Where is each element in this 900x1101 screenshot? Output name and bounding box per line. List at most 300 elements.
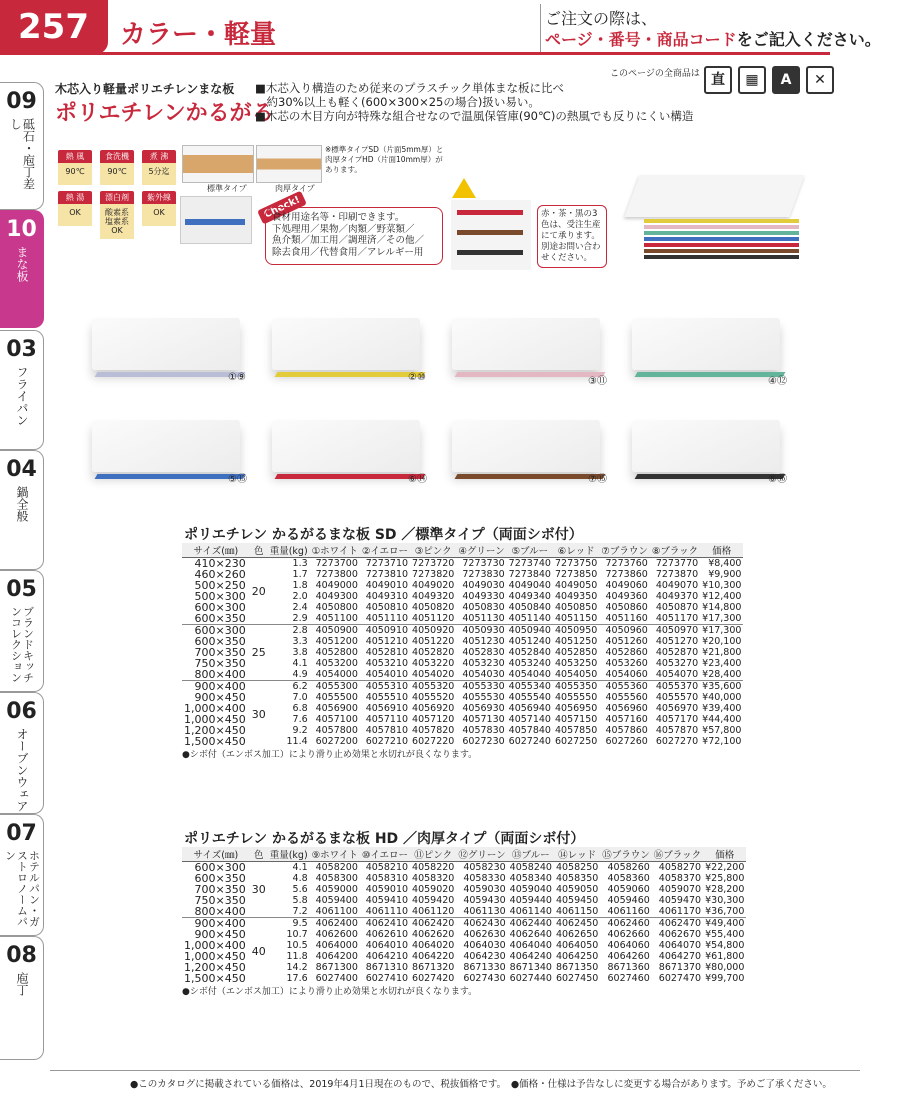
price-cell: ¥8,400 — [708, 558, 742, 569]
weight-cell: 2.9 — [292, 613, 308, 624]
product-code-cell: 4059430 — [463, 895, 506, 906]
product-code-cell: 4062610 — [365, 929, 409, 940]
heat-badge: 熱 湯 OK — [58, 191, 92, 239]
product-code-cell: 4058350 — [555, 873, 599, 884]
size-cell: 460×260 — [194, 568, 246, 581]
side-tab-label: オーブンウェア — [15, 728, 29, 812]
product-code-cell: 4057850 — [554, 725, 598, 736]
hd-h-color-7: ⑮ブラウン — [600, 847, 652, 862]
price-cell: ¥14,800 — [702, 602, 742, 613]
product-code-cell: 6027260 — [605, 736, 648, 747]
price-cell: ¥40,000 — [702, 692, 742, 703]
product-code-cell: 4049360 — [605, 591, 648, 602]
sd-h-color-5: ⑤ブルー — [507, 543, 553, 558]
product-code-cell: 4052800 — [315, 647, 358, 658]
product-code-cell: 4056930 — [462, 703, 505, 714]
side-tab-num: 05 — [6, 577, 37, 602]
cross-section-note: ※標準タイプSD（片面5mm厚）と肉厚タイプHD（片面10mm厚）があります。 — [325, 145, 444, 174]
product-code-cell: 4061160 — [607, 906, 650, 917]
product-code-cell: 4058220 — [412, 862, 455, 873]
weight-cell: 4.1 — [292, 862, 308, 873]
side-tab-08[interactable] — [0, 936, 44, 1060]
table-row — [182, 681, 743, 693]
product-code-cell: 7273850 — [554, 569, 598, 580]
product-code-cell: 4054040 — [508, 669, 551, 680]
product-code-cell: 8671350 — [555, 962, 599, 973]
sd-table-title: ポリエチレン かるがるまな板 SD ／標準タイプ（両面シボ付） — [184, 527, 583, 543]
product-code-cell: 6027470 — [658, 973, 702, 984]
sd-h-color-1: ①ホワイト — [310, 543, 360, 558]
side-tab-num: 04 — [6, 457, 37, 482]
product-code-cell: 4056910 — [365, 703, 409, 714]
side-tab-09[interactable] — [0, 82, 44, 210]
product-code-cell: 4049330 — [462, 591, 505, 602]
sd-header-row — [182, 543, 743, 558]
product-code-cell: 4059410 — [365, 895, 409, 906]
product-code-cell: 4061130 — [463, 906, 506, 917]
product-code-cell: 4062450 — [555, 918, 599, 929]
product-code-cell: 4062410 — [360, 918, 410, 930]
weight-cell: 7.6 — [292, 714, 308, 725]
product-code-cell: 4055540 — [508, 692, 551, 703]
header-divider — [540, 4, 541, 52]
board-photo-3 — [452, 318, 600, 370]
sd-h-color-7: ⑦ブラウン — [599, 543, 650, 558]
product-code-cell: 6027230 — [462, 736, 505, 747]
product-code-cell: 4049070 — [655, 580, 699, 591]
product-code-cell: 4057800 — [315, 725, 358, 736]
product-code-cell: 4058300 — [315, 873, 358, 884]
weight-cell: 6.2 — [268, 681, 310, 693]
product-code-cell: 4050940 — [508, 625, 551, 636]
product-code-cell: 8671360 — [607, 962, 650, 973]
weight-cell: 9.5 — [268, 918, 310, 930]
hd-note: ●シボ付（エンボス加工）により滑り止め効果と水切れが良くなります。 — [182, 987, 478, 997]
product-code-cell: 4062650 — [555, 929, 599, 940]
size-cell: 1,000×400 — [184, 702, 246, 715]
product-code-cell: 4061140 — [509, 906, 552, 917]
size-cell: 600×300 — [182, 625, 250, 637]
stacked-boards-image — [632, 175, 802, 267]
product-code-cell: 4057150 — [554, 714, 598, 725]
product-code-cell: 4062420 — [412, 918, 455, 929]
weight-cell: 2.8 — [268, 625, 310, 637]
feature-line: 約30%以上も軽く(600×300×25の場合)扱い易い。 — [255, 95, 540, 109]
product-code-cell: 4062470 — [652, 918, 703, 930]
page-number: 257 — [0, 0, 108, 54]
product-code-cell: 4050960 — [599, 625, 650, 637]
product-code-cell: 4053210 — [365, 658, 409, 669]
side-tab-06[interactable] — [0, 692, 44, 814]
product-code-cell: 4059400 — [315, 895, 358, 906]
feature-line: ■木芯入り構造のため従来のプラスチック単体まな板に比べ — [255, 81, 564, 95]
board-photo-1 — [92, 318, 240, 370]
hd-table-title: ポリエチレン かるがるまな板 HD ／肉厚タイプ（両面シボ付） — [184, 831, 585, 847]
hd-header-row — [182, 847, 746, 862]
product-code-cell: 4051160 — [605, 613, 648, 624]
product-code-cell: 8671330 — [463, 962, 506, 973]
sample-black — [457, 250, 523, 255]
size-cell: 700×350 — [194, 883, 246, 896]
product-code-cell: 4051170 — [655, 613, 699, 624]
product-code-cell: 4064240 — [509, 951, 552, 962]
product-code-cell: 4064210 — [365, 951, 409, 962]
sd-table-wrap — [182, 543, 743, 760]
product-code-cell: 4054010 — [365, 669, 409, 680]
product-code-cell: 4064020 — [412, 940, 455, 951]
hd-h-price: 価格 — [703, 847, 746, 862]
product-code-cell: 4057860 — [605, 725, 648, 736]
product-code-cell: 7273750 — [554, 558, 598, 569]
sample-brown — [457, 230, 523, 235]
hd-h-color-8: ⑯ブラック — [652, 847, 703, 862]
product-code-cell: 7273820 — [412, 569, 455, 580]
heat-badge: 漂白剤 酸素系 塩素系 OK — [100, 191, 134, 239]
sd-note: ●シボ付（エンボス加工）により滑り止め効果と水切れが良くなります。 — [182, 750, 478, 760]
product-code-cell: 4061170 — [658, 906, 702, 917]
product-code-cell: 4049060 — [605, 580, 648, 591]
board-caption: ④⑫ — [768, 376, 787, 387]
size-cell: 800×400 — [194, 905, 246, 918]
product-code-cell: 4050930 — [456, 625, 506, 637]
product-code-cell: 4049050 — [554, 580, 598, 591]
product-code-cell: 6027240 — [508, 736, 551, 747]
heat-badge: 煮 沸 5分迄 — [142, 150, 176, 185]
product-code-cell: 4057810 — [365, 725, 409, 736]
hd-h-color: 色 — [250, 847, 268, 862]
product-code-cell: 4050810 — [365, 602, 409, 613]
product-code-cell: 4050920 — [412, 625, 455, 636]
size-cell: 410×230 — [194, 557, 246, 570]
product-code-cell: 4050800 — [315, 602, 358, 613]
nameprint-icon: A — [772, 66, 800, 94]
product-code-cell: 7273710 — [365, 558, 409, 569]
product-code-cell: 4054050 — [554, 669, 598, 680]
hd-h-size: サイズ(㎜) — [182, 847, 250, 862]
product-code-cell: 7273740 — [508, 558, 551, 569]
sd-h-color-4: ④グリーン — [456, 543, 506, 558]
table-row — [182, 558, 743, 570]
product-code-cell: 4055340 — [508, 681, 551, 692]
hd-table-wrap — [182, 847, 746, 997]
size-cell: 800×400 — [194, 668, 246, 681]
sd-h-size: サイズ(㎜) — [182, 543, 250, 558]
board-stack-layer — [644, 255, 799, 259]
product-code-cell: 4058370 — [658, 873, 702, 884]
print-band — [185, 219, 245, 225]
product-code-cell: 4064230 — [463, 951, 506, 962]
product-code-cell: 4052850 — [554, 647, 598, 658]
price-cell: ¥55,400 — [705, 929, 745, 940]
sd-h-color-3: ③ピンク — [410, 543, 456, 558]
size-cell: 600×350 — [194, 635, 246, 648]
product-code-cell: 4061110 — [365, 906, 409, 917]
warning-icon — [452, 178, 476, 198]
weight-cell: 4.1 — [292, 658, 308, 669]
side-tab-10[interactable] — [0, 210, 44, 328]
heat-resistance-grid — [58, 150, 176, 239]
product-code-cell: 4058270 — [658, 862, 702, 873]
footer-note: ●このカタログに掲載されている価格は、2019年4月1日現在のもので、税抜価格です。 ●価格・仕様は予告なしに変更する場合があります。予めご了承ください。 — [130, 1079, 832, 1090]
board-photo-4 — [632, 318, 780, 370]
product-code-cell: 4055530 — [462, 692, 505, 703]
product-code-cell: 4052870 — [655, 647, 699, 658]
product-code-cell: 4051230 — [462, 636, 505, 647]
board-caption: ⑤⑬ — [228, 474, 247, 485]
hd-h-color-1: ⑨ホワイト — [310, 847, 360, 862]
product-code-cell: 4059450 — [555, 895, 599, 906]
product-code-cell: 4062640 — [509, 929, 552, 940]
product-code-cell: 4062460 — [600, 918, 652, 930]
price-cell: ¥99,700 — [705, 973, 745, 984]
sd-h-color-2: ②イエロー — [360, 543, 410, 558]
product-code-cell: 4059020 — [412, 884, 455, 895]
product-code-cell: 4057830 — [462, 725, 505, 736]
side-tab-07[interactable] — [0, 814, 44, 936]
product-code-cell: 4051140 — [508, 613, 551, 624]
weight-cell: 10.7 — [286, 929, 308, 940]
product-code-cell: 4055350 — [554, 681, 598, 692]
product-code-cell: 4064070 — [658, 940, 702, 951]
product-code-cell: 8671370 — [658, 962, 702, 973]
size-cell: 1,500×450 — [184, 735, 246, 748]
side-tab-num: 06 — [6, 699, 37, 724]
product-code-cell: 4050860 — [605, 602, 648, 613]
side-tab-label: 鍋全般 — [15, 486, 29, 522]
product-code-cell: 4049040 — [508, 580, 551, 591]
size-cell: 500×250 — [194, 579, 246, 592]
product-code-cell: 6027270 — [655, 736, 699, 747]
product-code-cell: 4053240 — [508, 658, 551, 669]
product-code-cell: 4058340 — [509, 873, 552, 884]
product-code-cell: 6027220 — [412, 736, 455, 747]
size-cell: 750×350 — [194, 657, 246, 670]
product-code-cell: 8671310 — [365, 962, 409, 973]
size-cell: 1,200×450 — [184, 724, 246, 737]
product-code-cell: 4055550 — [554, 692, 598, 703]
board-stack-layer — [644, 225, 799, 229]
product-code-cell: 4057840 — [508, 725, 551, 736]
price-cell: ¥28,200 — [705, 884, 745, 895]
order-note-rest: をご記入ください。 — [736, 30, 881, 49]
side-tab-num: 10 — [6, 217, 37, 242]
header-rule — [0, 52, 830, 55]
side-tab-label: 庖丁 — [15, 972, 29, 996]
product-code-cell: 4051100 — [315, 613, 358, 624]
price-cell: ¥17,300 — [702, 625, 742, 636]
product-code-cell: 4054060 — [605, 669, 648, 680]
product-code-cell: 4049300 — [315, 591, 358, 602]
store-icon: ▦ — [738, 66, 766, 94]
heat-badge: 紫外線 OK — [142, 191, 176, 239]
price-cell: ¥25,800 — [705, 873, 745, 884]
product-code-cell: 4058210 — [365, 862, 409, 873]
product-code-cell: 4053230 — [462, 658, 505, 669]
price-cell: ¥36,700 — [705, 906, 745, 917]
side-tab-label: ホテルパン・ガストロノームパン — [3, 850, 41, 927]
product-code-cell: 7273870 — [655, 569, 699, 580]
product-code-cell: 4049370 — [655, 591, 699, 602]
weight-cell: 4.9 — [292, 669, 308, 680]
size-cell: 700×350 — [194, 646, 246, 659]
product-code-cell: 4053250 — [554, 658, 598, 669]
thickness-cell: 40 — [250, 918, 268, 985]
price-cell: ¥72,100 — [702, 736, 742, 747]
product-code-cell: 6027200 — [315, 736, 358, 747]
price-cell: ¥21,800 — [702, 647, 742, 658]
weight-cell: 11.4 — [286, 736, 308, 747]
product-code-cell: 4059000 — [315, 884, 358, 895]
product-code-cell: 4053260 — [605, 658, 648, 669]
product-code-cell: 4052810 — [365, 647, 409, 658]
side-tab-04[interactable] — [0, 450, 44, 570]
sd-h-color-6: ⑥レッド — [553, 543, 599, 558]
product-code-cell: 4050830 — [462, 602, 505, 613]
product-code-cell: 4058360 — [607, 873, 650, 884]
board-top — [624, 175, 804, 217]
product-code-cell: 6027420 — [412, 973, 455, 984]
product-code-cell: 4051270 — [655, 636, 699, 647]
hd-spec-table — [182, 847, 746, 984]
board-caption: ⑦⑮ — [588, 474, 607, 485]
product-code-cell: 4051240 — [508, 636, 551, 647]
product-code-cell: 6027450 — [555, 973, 599, 984]
product-code-cell: 4055320 — [412, 681, 455, 692]
product-code-cell: 7273840 — [508, 569, 551, 580]
product-code-cell: 4064200 — [315, 951, 358, 962]
board-caption: ⑧⑯ — [768, 474, 787, 485]
product-code-cell: 4050870 — [655, 602, 699, 613]
board-caption: ①⑨ — [228, 372, 246, 383]
hd-h-weight: 重量(kg) — [268, 847, 310, 862]
product-code-cell: 4053200 — [315, 658, 358, 669]
sd-h-weight: 重量(kg) — [268, 543, 310, 558]
product-code-cell: 8671320 — [412, 962, 455, 973]
heat-badge: 食洗機 90℃ — [100, 150, 134, 185]
product-code-cell: 4051220 — [412, 636, 455, 647]
product-code-cell: 4062660 — [607, 929, 650, 940]
product-code-cell: 4049310 — [365, 591, 409, 602]
product-code-cell: 4051210 — [365, 636, 409, 647]
price-cell: ¥54,800 — [705, 940, 745, 951]
spec-icons — [704, 66, 834, 94]
price-cell: ¥9,900 — [708, 569, 742, 580]
direct-ship-icon: 直 — [704, 66, 732, 94]
product-code-cell: 4051250 — [554, 636, 598, 647]
product-code-cell: 4059470 — [658, 895, 702, 906]
size-cell: 1,000×450 — [184, 713, 246, 726]
weight-cell: 7.0 — [292, 692, 308, 703]
weight-cell: 11.8 — [286, 951, 308, 962]
product-code-cell: 4055310 — [360, 681, 410, 693]
product-code-cell: 4064270 — [658, 951, 702, 962]
product-code-cell: 6027460 — [607, 973, 650, 984]
price-cell: ¥61,800 — [705, 951, 745, 962]
product-code-cell: 4064260 — [607, 951, 650, 962]
hd-h-color-5: ⑬ブルー — [508, 847, 554, 862]
cross-section-thick — [256, 145, 322, 183]
size-cell: 600×300 — [194, 601, 246, 614]
hd-h-color-2: ⑩イエロー — [360, 847, 410, 862]
side-tab-05[interactable] — [0, 570, 44, 692]
product-code-cell: 4062620 — [412, 929, 455, 940]
product-code-cell: 4059050 — [555, 884, 599, 895]
product-code-cell: 4051130 — [462, 613, 505, 624]
side-tab-num: 07 — [6, 821, 37, 846]
footer-rule — [50, 1070, 860, 1071]
product-code-cell: 4055360 — [599, 681, 650, 693]
product-code-cell: 4057130 — [462, 714, 505, 725]
sd-spec-table — [182, 543, 743, 747]
print-options-box: 食材用途名等・印刷できます。 下処理用／果物／肉類／野菜類／ 魚介類／加工用／調理済／その他／ 除去食用／代替食用／アレルギー用 — [265, 207, 443, 265]
size-cell: 600×350 — [194, 872, 246, 885]
side-tab-label: ブランドキッチンコレクション — [9, 606, 35, 683]
product-code-cell: 4055500 — [315, 692, 358, 703]
color-sample-image — [451, 200, 531, 270]
product-code-cell: 4055520 — [412, 692, 455, 703]
thickness-cell: 25 — [250, 625, 268, 681]
sd-h-color: 色 — [250, 543, 268, 558]
price-cell: ¥57,800 — [702, 725, 742, 736]
product-code-cell: 4062400 — [310, 918, 360, 930]
feature-list — [255, 81, 693, 123]
size-cell: 1,000×400 — [184, 939, 246, 952]
product-code-cell: 7273860 — [605, 569, 648, 580]
product-code-cell: 4059420 — [412, 895, 455, 906]
product-code-cell: 4059440 — [509, 895, 552, 906]
board-stack-layer — [644, 231, 799, 235]
product-code-cell: 4056920 — [412, 703, 455, 714]
product-code-cell: 7273700 — [315, 558, 358, 569]
product-code-cell: 4062630 — [463, 929, 506, 940]
size-cell: 900×450 — [194, 691, 246, 704]
product-code-cell: 4052860 — [605, 647, 648, 658]
product-code-cell: 4061100 — [315, 906, 358, 917]
no-box-icon: ✕ — [806, 66, 834, 94]
weight-cell: 1.7 — [292, 569, 308, 580]
product-code-cell: 7273730 — [462, 558, 505, 569]
product-code-cell: 4051200 — [315, 636, 358, 647]
product-code-cell: 4054070 — [655, 669, 699, 680]
product-title: ポリエチレンかるがる — [55, 101, 274, 126]
order-note-line1: ご注文の際は、 — [545, 9, 658, 28]
price-cell: ¥10,300 — [702, 580, 742, 591]
size-cell: 1,000×450 — [184, 950, 246, 963]
product-code-cell: 4059070 — [658, 884, 702, 895]
product-code-cell: 4049010 — [365, 580, 409, 591]
price-cell: ¥20,100 — [702, 636, 742, 647]
product-code-cell: 4051120 — [412, 613, 455, 624]
product-code-cell: 4055300 — [310, 681, 360, 693]
board-caption: ②⑩ — [408, 372, 426, 383]
product-code-cell: 4058250 — [555, 862, 599, 873]
weight-cell: 7.2 — [292, 906, 308, 917]
product-code-cell: 4051110 — [365, 613, 409, 624]
price-cell: ¥30,300 — [705, 895, 745, 906]
side-tab-num: 08 — [6, 943, 37, 968]
product-code-cell: 4050900 — [310, 625, 360, 637]
weight-cell: 10.5 — [286, 940, 308, 951]
product-code-cell: 4051150 — [554, 613, 598, 624]
side-tab-03[interactable] — [0, 330, 44, 450]
sd-h-color-8: ⑧ブラック — [650, 543, 700, 558]
product-code-cell: 4049340 — [508, 591, 551, 602]
price-cell: ¥22,200 — [705, 862, 745, 873]
product-code-cell: 4061120 — [412, 906, 455, 917]
product-code-cell: 4058320 — [412, 873, 455, 884]
product-code-cell: 6027440 — [509, 973, 552, 984]
product-code-cell: 4057110 — [365, 714, 409, 725]
